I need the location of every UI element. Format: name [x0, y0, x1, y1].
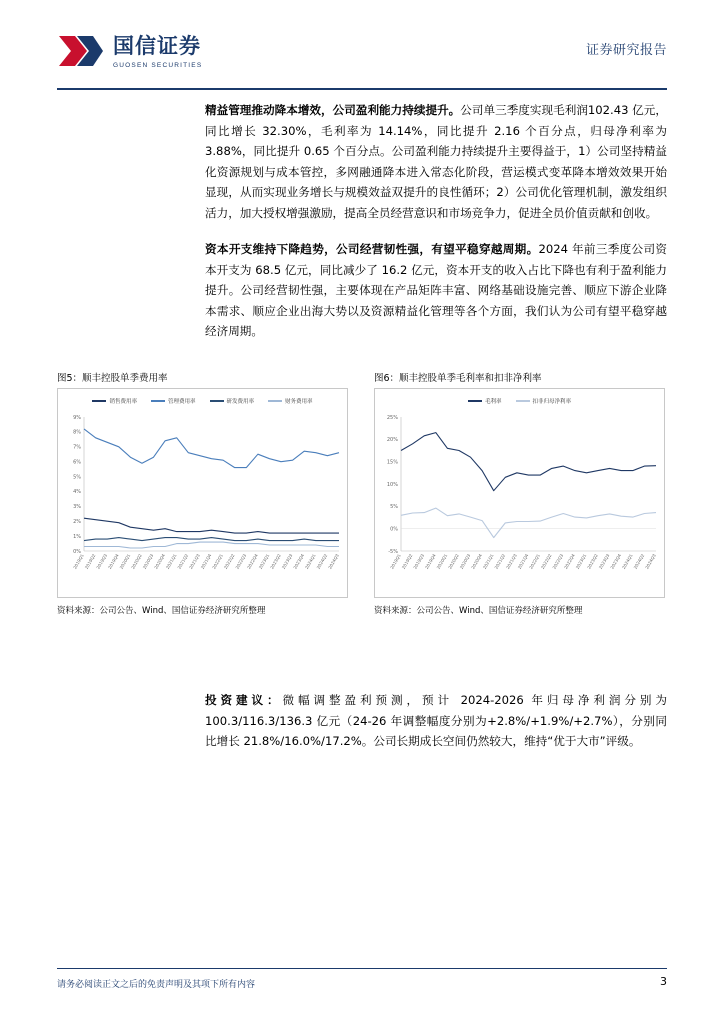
header-divider — [57, 88, 667, 90]
svg-text:2024Q3: 2024Q3 — [327, 553, 340, 570]
legend-swatch — [468, 400, 482, 402]
svg-text:6%: 6% — [73, 459, 81, 466]
svg-text:2022Q3: 2022Q3 — [551, 553, 565, 570]
legend-label: 销售费用率 — [109, 399, 137, 405]
footer-divider — [57, 968, 667, 969]
svg-text:2019Q3: 2019Q3 — [95, 553, 109, 570]
paragraph-profitability — [205, 100, 667, 223]
figure-5-source: 资料来源：公司公告、Wind、国信证券经济研究所整理 — [57, 606, 266, 616]
legend-swatch — [151, 400, 165, 402]
svg-text:2024Q2: 2024Q2 — [632, 553, 646, 570]
svg-text:2023Q3: 2023Q3 — [597, 553, 611, 570]
page-number: 3 — [660, 975, 667, 988]
svg-text:2020Q1: 2020Q1 — [435, 553, 449, 570]
svg-text:2021Q1: 2021Q1 — [481, 553, 495, 570]
svg-text:2019Q2: 2019Q2 — [400, 553, 414, 570]
svg-text:3%: 3% — [73, 504, 81, 511]
svg-text:-5%: -5% — [388, 548, 398, 555]
figure-5-plot — [58, 389, 347, 597]
svg-text:2020Q2: 2020Q2 — [130, 553, 143, 570]
svg-text:2023Q4: 2023Q4 — [609, 553, 623, 570]
svg-text:0%: 0% — [73, 548, 81, 555]
legend-label: 毛利率 — [484, 399, 502, 405]
svg-text:2022Q2: 2022Q2 — [539, 553, 553, 570]
svg-text:2023Q4: 2023Q4 — [292, 553, 306, 570]
svg-text:2020Q1: 2020Q1 — [118, 553, 132, 570]
brand-logo — [57, 30, 202, 69]
figure-5 — [57, 370, 350, 616]
figure-6-plot — [375, 389, 664, 597]
svg-text:4%: 4% — [73, 489, 81, 496]
paragraph-capex — [205, 239, 667, 342]
footer-disclaimer: 请务必阅读正文之后的免责声明及其项下所有内容 — [57, 980, 256, 990]
svg-text:2023Q2: 2023Q2 — [269, 553, 282, 570]
svg-text:15%: 15% — [386, 459, 398, 466]
svg-text:2022Q1: 2022Q1 — [211, 553, 224, 570]
paragraph-1-text: 公司单三季度实现毛利润102.43 亿元，同比增长 32.30%，毛利率为 14.14%，同比提升 2.16 个百分点，归母净利率为 3.88%，同比提升 0.65 个百分点。公司盈利能力持续提升主要得益于，1）公司坚持精益化资源规划与成本管控，多网融通降本进入常态化阶段，营运模式变革降本增效效果开始显现，从而实现业务增长与规模效益双提升的良性循环；2）公司优化管理机制，激发组织活力，加大授权增强激励，提高全员经营意识和市场竞争力，促进全员价值贡献和创收。 — [205, 103, 667, 220]
figure-6-chart — [374, 388, 665, 598]
svg-text:2024Q3: 2024Q3 — [644, 553, 657, 570]
legend-item — [92, 397, 137, 405]
svg-text:2023Q3: 2023Q3 — [280, 553, 294, 570]
svg-text:2021Q2: 2021Q2 — [493, 553, 507, 570]
paragraph-2-lead: 资本开支维持下降趋势，公司经营韧性强，有望平稳穿越周期。 — [205, 242, 539, 256]
svg-text:20%: 20% — [386, 437, 398, 444]
figure-6 — [374, 370, 667, 616]
paragraph-recommendation — [205, 690, 667, 752]
svg-text:2019Q1: 2019Q1 — [72, 553, 85, 570]
svg-text:5%: 5% — [73, 474, 81, 481]
legend-item — [468, 397, 502, 405]
svg-text:2020Q3: 2020Q3 — [458, 553, 472, 570]
reco-lead: 投资建议： — [205, 693, 283, 707]
logo-text-en: GUOSEN SECURITIES — [113, 62, 203, 69]
svg-text:2020Q2: 2020Q2 — [447, 553, 460, 570]
guosen-logo-icon — [57, 32, 105, 68]
svg-text:2024Q1: 2024Q1 — [621, 553, 634, 570]
svg-text:25%: 25% — [386, 414, 398, 421]
svg-text:2021Q4: 2021Q4 — [516, 553, 530, 570]
figure-5-legend — [58, 397, 347, 405]
report-type-label: 证券研究报告 — [585, 43, 667, 58]
svg-text:2024Q1: 2024Q1 — [304, 553, 317, 570]
investment-recommendation — [205, 690, 667, 768]
svg-text:2021Q2: 2021Q2 — [176, 553, 190, 570]
legend-item — [151, 397, 196, 405]
main-content — [205, 100, 667, 358]
svg-text:2020Q4: 2020Q4 — [470, 553, 483, 570]
svg-text:2021Q3: 2021Q3 — [188, 553, 201, 570]
legend-swatch — [268, 400, 282, 402]
legend-swatch — [210, 400, 224, 402]
svg-text:2024Q2: 2024Q2 — [315, 553, 329, 570]
figure-5-caption: 图5：顺丰控股单季费用率 — [57, 373, 168, 384]
svg-text:2019Q1: 2019Q1 — [389, 553, 402, 570]
legend-label: 研发费用率 — [226, 399, 255, 405]
legend-label: 财务费用率 — [285, 399, 313, 405]
legend-label: 扣非归母净利率 — [532, 399, 572, 405]
svg-text:2020Q4: 2020Q4 — [153, 553, 166, 570]
svg-text:2023Q1: 2023Q1 — [257, 553, 271, 570]
paragraph-2-text: 2024 年前三季度公司资本开支为 68.5 亿元，同比减少了 16.2 亿元，资本开支的收入占比下降也有利于盈利能力提升。公司经营韧性强，主要体现在产品矩阵丰富、网络基础设施完善、顺应下游企业降本需求、顺应企业出海大势以及资源精益化管理等各个方面，我们认为公司有望平稳穿越经济周期。 — [205, 242, 667, 338]
svg-text:10%: 10% — [386, 481, 398, 488]
svg-text:5%: 5% — [390, 504, 398, 511]
svg-text:2019Q4: 2019Q4 — [424, 553, 437, 570]
svg-text:2022Q4: 2022Q4 — [563, 553, 576, 570]
svg-text:2019Q4: 2019Q4 — [107, 553, 120, 570]
svg-text:2023Q1: 2023Q1 — [574, 553, 588, 570]
reco-text: 微幅调整盈利预测，预计 2024-2026 年归母净利润分别为 100.3/116.3/136.3 亿元（24-26 年调整幅度分别为+2.8%/+1.9%/+2.7%），分别同比增长 21.8%/16.0%/17.2%。公司长期成长空间仍然较大，维持“优于大市”评级。 — [205, 693, 667, 748]
logo-shape-icon — [57, 32, 105, 70]
svg-text:2021Q4: 2021Q4 — [199, 553, 213, 570]
svg-text:0%: 0% — [390, 526, 398, 533]
svg-text:2023Q2: 2023Q2 — [586, 553, 599, 570]
svg-text:2021Q1: 2021Q1 — [164, 553, 178, 570]
svg-text:2019Q2: 2019Q2 — [83, 553, 97, 570]
legend-item — [268, 397, 313, 405]
svg-text:2021Q3: 2021Q3 — [505, 553, 518, 570]
svg-text:2%: 2% — [73, 519, 81, 526]
paragraph-1-lead: 精益管理推动降本增效，公司盈利能力持续提升。 — [205, 103, 461, 117]
svg-text:8%: 8% — [73, 429, 81, 436]
svg-text:2022Q1: 2022Q1 — [528, 553, 541, 570]
svg-text:2022Q3: 2022Q3 — [234, 553, 248, 570]
svg-text:2022Q4: 2022Q4 — [246, 553, 259, 570]
svg-text:1%: 1% — [73, 533, 81, 540]
figure-6-legend — [375, 397, 664, 405]
legend-item — [516, 397, 572, 405]
figure-6-caption: 图6：顺丰控股单季毛利率和扣非净利率 — [374, 373, 542, 384]
svg-text:2019Q3: 2019Q3 — [412, 553, 426, 570]
svg-text:9%: 9% — [73, 414, 81, 421]
legend-item — [210, 397, 255, 405]
legend-label: 管理费用率 — [167, 399, 196, 405]
svg-text:7%: 7% — [73, 444, 81, 451]
svg-text:2022Q2: 2022Q2 — [222, 553, 236, 570]
logo-text-cn: 国信证券 — [113, 34, 201, 58]
figure-5-chart — [57, 388, 348, 598]
svg-text:2020Q3: 2020Q3 — [141, 553, 155, 570]
figure-6-source: 资料来源：公司公告、Wind、国信证券经济研究所整理 — [374, 606, 583, 616]
page-header — [57, 30, 667, 88]
legend-swatch — [516, 400, 530, 402]
legend-swatch — [92, 400, 106, 402]
